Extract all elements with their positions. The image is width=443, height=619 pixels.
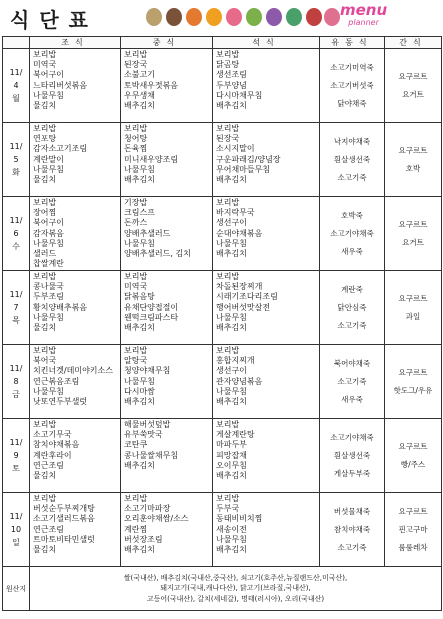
broccoli-icon [286,8,302,26]
menu-item: 요구르트 [398,219,428,229]
menu-item: 유부쑥맛국 [124,430,163,440]
menu-item: 보리밥 [216,272,240,281]
date-part: 11/ [9,142,23,151]
menu-item: 요구르트 [398,441,428,451]
lunch-cell [121,345,213,419]
menu-item: 양배추샐러드 [124,228,171,238]
header [0,0,443,36]
snack-cell [385,123,442,197]
menu-item: 연포탕 [33,134,57,144]
menu-item: 핀고구마 [398,524,428,534]
menu-table [2,36,442,611]
menu-item: 연근볶음조림 [33,376,80,386]
menu-item: 나물무침 [124,238,155,248]
menu-item: 크림스프 [124,208,155,218]
menu-item: 버섯순두부찌개탕 [33,504,95,514]
date-part: 8 [13,377,19,386]
menu-item: 물김치 [33,544,57,554]
apple-icon [306,8,322,26]
origin-text [30,567,442,611]
menu-item: 흰살생선죽 [333,450,371,460]
menu-item: 보리밥 [124,124,148,133]
date-part: 목 [12,316,20,325]
menu-item: 핫도그/우유 [393,385,433,395]
menu-item: 요구르트 [398,293,428,303]
menu-item: 나물무침 [216,534,247,544]
menu-item: 물김치 [33,322,57,332]
menu-item: 코탄쿠 [124,440,148,450]
menu-item: 참치야채볶음 [33,440,80,450]
page-title: 식단표 [10,8,98,32]
menu-item: 배추김치 [216,396,247,406]
liquid-cell [320,419,385,493]
date-part: 금 [12,390,20,399]
menu-item: 우무생채 [124,90,155,100]
date-part: 10 [10,525,22,534]
menu-item: 나물무침 [216,386,247,396]
menu-item: 관자양념볶음 [216,376,263,386]
brand-logo [340,3,387,27]
menu-item: 미역국 [124,282,148,292]
lunch-cell [121,419,213,493]
coffee-cup-icon [146,8,162,26]
table-header-row [3,37,442,49]
menu-item: 찹쌀계란 [33,259,64,269]
dinner-cell [213,49,320,123]
menu-item: 황치양배추볶음 [33,302,88,312]
dinner-cell [213,123,320,197]
menu-item: 소고기죽 [337,542,367,552]
day-row [3,123,442,197]
menu-item: 다시마채무침 [216,90,263,100]
leaf-icon [246,8,262,26]
menu-item: 나물무침 [33,238,64,248]
date-part: 일 [12,538,20,547]
liquid-cell [320,271,385,345]
menu-item: 나물무침 [33,312,64,322]
snack-cell [385,49,442,123]
menu-item: 생선구이 [216,218,247,228]
date-part: 11/ [9,216,23,225]
menu-item: 보리밥 [216,50,240,59]
menu-item: 물김치 [33,100,57,110]
menu-item: 호박 [405,163,421,173]
lunch-cell [121,197,213,271]
menu-item: 오이무침 [216,460,247,470]
day-row [3,271,442,345]
menu-item: 새우죽 [341,246,363,256]
menu-item: 보리밥 [33,420,57,429]
menu-item: 나물무침 [33,386,64,396]
menu-item: 소고기죽 [337,376,367,386]
menu-item: 소시지말이 [216,144,255,154]
date-part: 화 [12,168,20,177]
menu-item: 배추김치 [124,322,155,332]
menu-item: 감자볶음 [33,228,64,238]
header-snack: 간식 [385,37,442,49]
menu-item: 시래기조다리조림 [216,292,278,302]
menu-item: 양배추샐러드, 김치 [124,248,191,258]
menu-item: 토박새우젓볶음 [124,80,179,90]
snack-cell [385,271,442,345]
menu-item: 닭야채죽 [337,98,367,108]
menu-item: 치킨너겟/데미야키소스 [33,366,113,376]
menu-item: 새우죽 [341,394,363,404]
menu-item: 무어채마들무침 [216,164,271,174]
menu-item: 소불고기 [124,70,155,80]
menu-item: 요구르트 [398,367,428,377]
menu-item: 생선구이 [216,366,247,376]
menu-item: 버섯물채죽 [333,506,371,516]
menu-item: 버섯장조림 [124,534,163,544]
lemon-icon [206,8,222,26]
menu-item: 보리밥 [216,124,240,133]
menu-item: 보리밥 [124,272,148,281]
menu-item: 닭곰탕 [216,60,240,70]
menu-item: 물김치 [33,470,57,480]
menu-item: 홍합지찌개 [216,356,255,366]
header-breakfast: 조식 [30,37,121,49]
header-lunch: 중식 [121,37,213,49]
menu-item: 요구르트 [398,506,428,516]
menu-item: 느타리버섯볶음 [33,80,88,90]
menu-item: 보리밥 [33,198,57,207]
menu-item: 장어찜 [33,208,57,218]
menu-item: 소고기야채죽 [330,228,374,238]
menu-item: 배추김치 [216,248,247,258]
menu-item: 요구르트 [398,71,428,81]
menu-item: 계란말이 [33,154,64,164]
menu-item: 북어야채죽 [333,358,371,368]
menu-item: 소고기버섯죽 [330,80,374,90]
menu-item: 해물버섯덮밥 [124,420,171,429]
menu-item: 소고기마파장 [124,504,171,514]
menu-item: 계란후라이 [33,450,72,460]
menu-item: 소고기죽 [337,172,367,182]
menu-item: 연근조림 [33,460,64,470]
menu-item: 참치야채죽 [333,524,371,534]
menu-item: 보리밥 [33,50,57,59]
origin-line: 고등어(국내산), 갈치(세네갈), 명태(러시아), 오리(국내산) [146,594,325,603]
brand-sub: planner [348,18,379,27]
liquid-cell [320,197,385,271]
menu-item: 북어구이 [33,218,64,228]
carrot-icon [226,8,242,26]
menu-item: 청양야채무침 [124,366,171,376]
menu-item: 나물무침 [33,90,64,100]
menu-item: 바지락무국 [216,208,255,218]
menu-item: 행어버섯맛살전 [216,302,271,312]
menu-item: 북어국 [33,356,57,366]
menu-item: 낫또연두부샐럿 [33,396,88,406]
menu-item: 동태비비치찜 [216,514,263,524]
menu-item: 감자소고기조림 [33,144,88,154]
menu-item: 두부양념 [216,80,247,90]
dinner-cell [213,271,320,345]
date-part: 4 [13,81,19,90]
menu-item: 과일 [405,311,421,321]
menu-item: 두부국 [216,504,240,514]
menu-item: 콩나물국 [33,282,64,292]
header-dinner: 석식 [213,37,320,49]
menu-item: 흰살생선죽 [333,154,371,164]
date-cell [3,271,30,345]
menu-item: 보리밥 [124,346,148,355]
snack-cell [385,493,442,567]
orange-icon [186,8,202,26]
menu-item: 두부조림 [33,292,64,302]
menu-item: 배추김치 [124,100,155,110]
menu-item: 배추김치 [124,396,155,406]
menu-item: 닭볶음탕 [124,292,155,302]
menu-item: 계란죽 [341,284,363,294]
lunch-cell [121,123,213,197]
date-part: 11/ [9,438,23,447]
menu-item: 된장국 [216,134,240,144]
dinner-cell [213,345,320,419]
menu-item: 보리밥 [124,494,148,503]
brand-main: menu [340,1,388,19]
menu-item: 계란찜 [124,524,148,534]
menu-item: 미역국 [33,60,57,70]
menu-item: 보리밥 [216,198,240,207]
menu-item: 보리밥 [216,420,240,429]
menu-item: 유채단양접절이 [124,302,179,312]
date-part: 수 [12,242,20,251]
date-part: 9 [13,451,19,460]
liquid-cell [320,123,385,197]
menu-item: 새송이전 [216,524,247,534]
menu-item: 나물무침 [216,238,247,248]
date-part: 6 [13,229,19,238]
menu-item: 배추김치 [216,544,247,554]
liquid-cell [320,345,385,419]
day-row [3,493,442,567]
menu-item: 배추김치 [216,174,247,184]
breakfast-cell [30,271,121,345]
strawberry-icon [324,8,340,26]
origin-row [3,567,442,611]
menu-item: 소고기미역죽 [330,62,374,72]
menu-item: 나물무침 [33,164,64,174]
menu-item: 오리훈야채쌈/소스 [124,514,189,524]
date-part: 5 [13,155,19,164]
menu-item: 돈육찜 [124,144,148,154]
menu-item: 소고기죽 [337,320,367,330]
menu-item: 게살두부죽 [333,468,371,478]
menu-item: 샐러드 [33,248,57,258]
menu-item: 보리밥 [33,124,57,133]
lunch-cell [121,493,213,567]
menu-item: 배추김치 [216,470,247,480]
day-row [3,345,442,419]
menu-item: 보리밥 [216,346,240,355]
origin-line: 돼지고기(국내,캐나다산), 닭고기(브라질,국내산), [160,584,311,593]
date-cell [3,197,30,271]
date-part: 11/ [9,364,23,373]
menu-item: 호박죽 [341,210,363,220]
grapes-icon [266,8,282,26]
day-row [3,419,442,493]
menu-item: 배추김치 [124,460,155,470]
liquid-cell [320,493,385,567]
menu-item: 요거트 [402,89,424,99]
header-date [3,37,30,49]
origin-label: 원산지 [3,567,30,611]
menu-item: 된장국 [124,60,148,70]
day-row [3,197,442,271]
menu-item: 피망잡채 [216,450,247,460]
date-part: 토 [12,464,20,473]
menu-item: 청어탕 [124,134,148,144]
menu-item: 미니새우양조림 [124,154,179,164]
lunch-cell [121,271,213,345]
menu-item: 나물무침 [216,312,247,322]
origin-line: 쌀(국내산), 배추김치(국내산,중국산), 쇠고기(호주산,뉴질랜드산,미국산), [123,573,348,582]
liquid-cell [320,49,385,123]
dinner-cell [213,197,320,271]
bread-icon [166,8,182,26]
menu-item: 배추김치 [216,322,247,332]
menu-item: 소고기샐러드볶음 [33,514,95,524]
menu-item: 게살계란탕 [216,430,255,440]
menu-item: 보리밥 [216,494,240,503]
menu-item: 알탕국 [124,356,148,366]
menu-item: 기장밥 [124,198,148,207]
snack-cell [385,197,442,271]
menu-item: 구운파래김/양념장 [216,154,281,164]
menu-item: 룸룸레차 [398,542,428,552]
menu-item: 마파두부 [216,440,247,450]
snack-cell [385,419,442,493]
date-part: 11/ [9,68,23,77]
menu-item: 소고기무국 [33,430,72,440]
date-cell [3,123,30,197]
breakfast-cell [30,123,121,197]
menu-item: 연근조림 [33,524,64,534]
menu-item: 물김치 [33,174,57,184]
menu-item: 보리밥 [124,50,148,59]
menu-item: 닭안심죽 [337,302,367,312]
menu-item: 웬떡크림파스타 [124,312,179,322]
menu-item: 차돌된장찌개 [216,282,263,292]
menu-item: 다시마쌈 [124,386,155,396]
header-liquid: 유동식 [320,37,385,49]
date-part: 월 [12,94,20,103]
breakfast-cell [30,197,121,271]
menu-item: 콩나물쌀채무침 [124,450,179,460]
snack-cell [385,345,442,419]
date-part: 11/ [9,290,23,299]
menu-item: 배추김치 [216,100,247,110]
menu-item: 소고기야채죽 [330,432,374,442]
menu-item: 나물무침 [124,376,155,386]
dinner-cell [213,493,320,567]
date-cell [3,345,30,419]
menu-item: 돈까스 [124,218,148,228]
breakfast-cell [30,493,121,567]
date-part: 11/ [9,512,23,521]
menu-item: 배추김치 [124,174,155,184]
menu-item: 낙지야채죽 [333,136,371,146]
dinner-cell [213,419,320,493]
menu-item: 보리밥 [33,494,57,503]
menu-item: 북어구이 [33,70,64,80]
date-cell [3,493,30,567]
breakfast-cell [30,49,121,123]
menu-item: 순대야채볶음 [216,228,263,238]
menu-item: 트마토비타민샐럿 [33,534,95,544]
menu-item: 보리밥 [33,272,57,281]
date-part: 7 [13,303,19,312]
menu-item: 나물무침 [124,164,155,174]
date-cell [3,419,30,493]
menu-item: 요거트 [402,237,424,247]
menu-item: 보리밥 [33,346,57,355]
menu-item: 생선조림 [216,70,247,80]
day-row [3,49,442,123]
lunch-cell [121,49,213,123]
menu-item: 빵/주스 [400,459,426,469]
breakfast-cell [30,345,121,419]
date-cell [3,49,30,123]
breakfast-cell [30,419,121,493]
menu-item: 배추김치 [124,544,155,554]
menu-item: 요구르트 [398,145,428,155]
